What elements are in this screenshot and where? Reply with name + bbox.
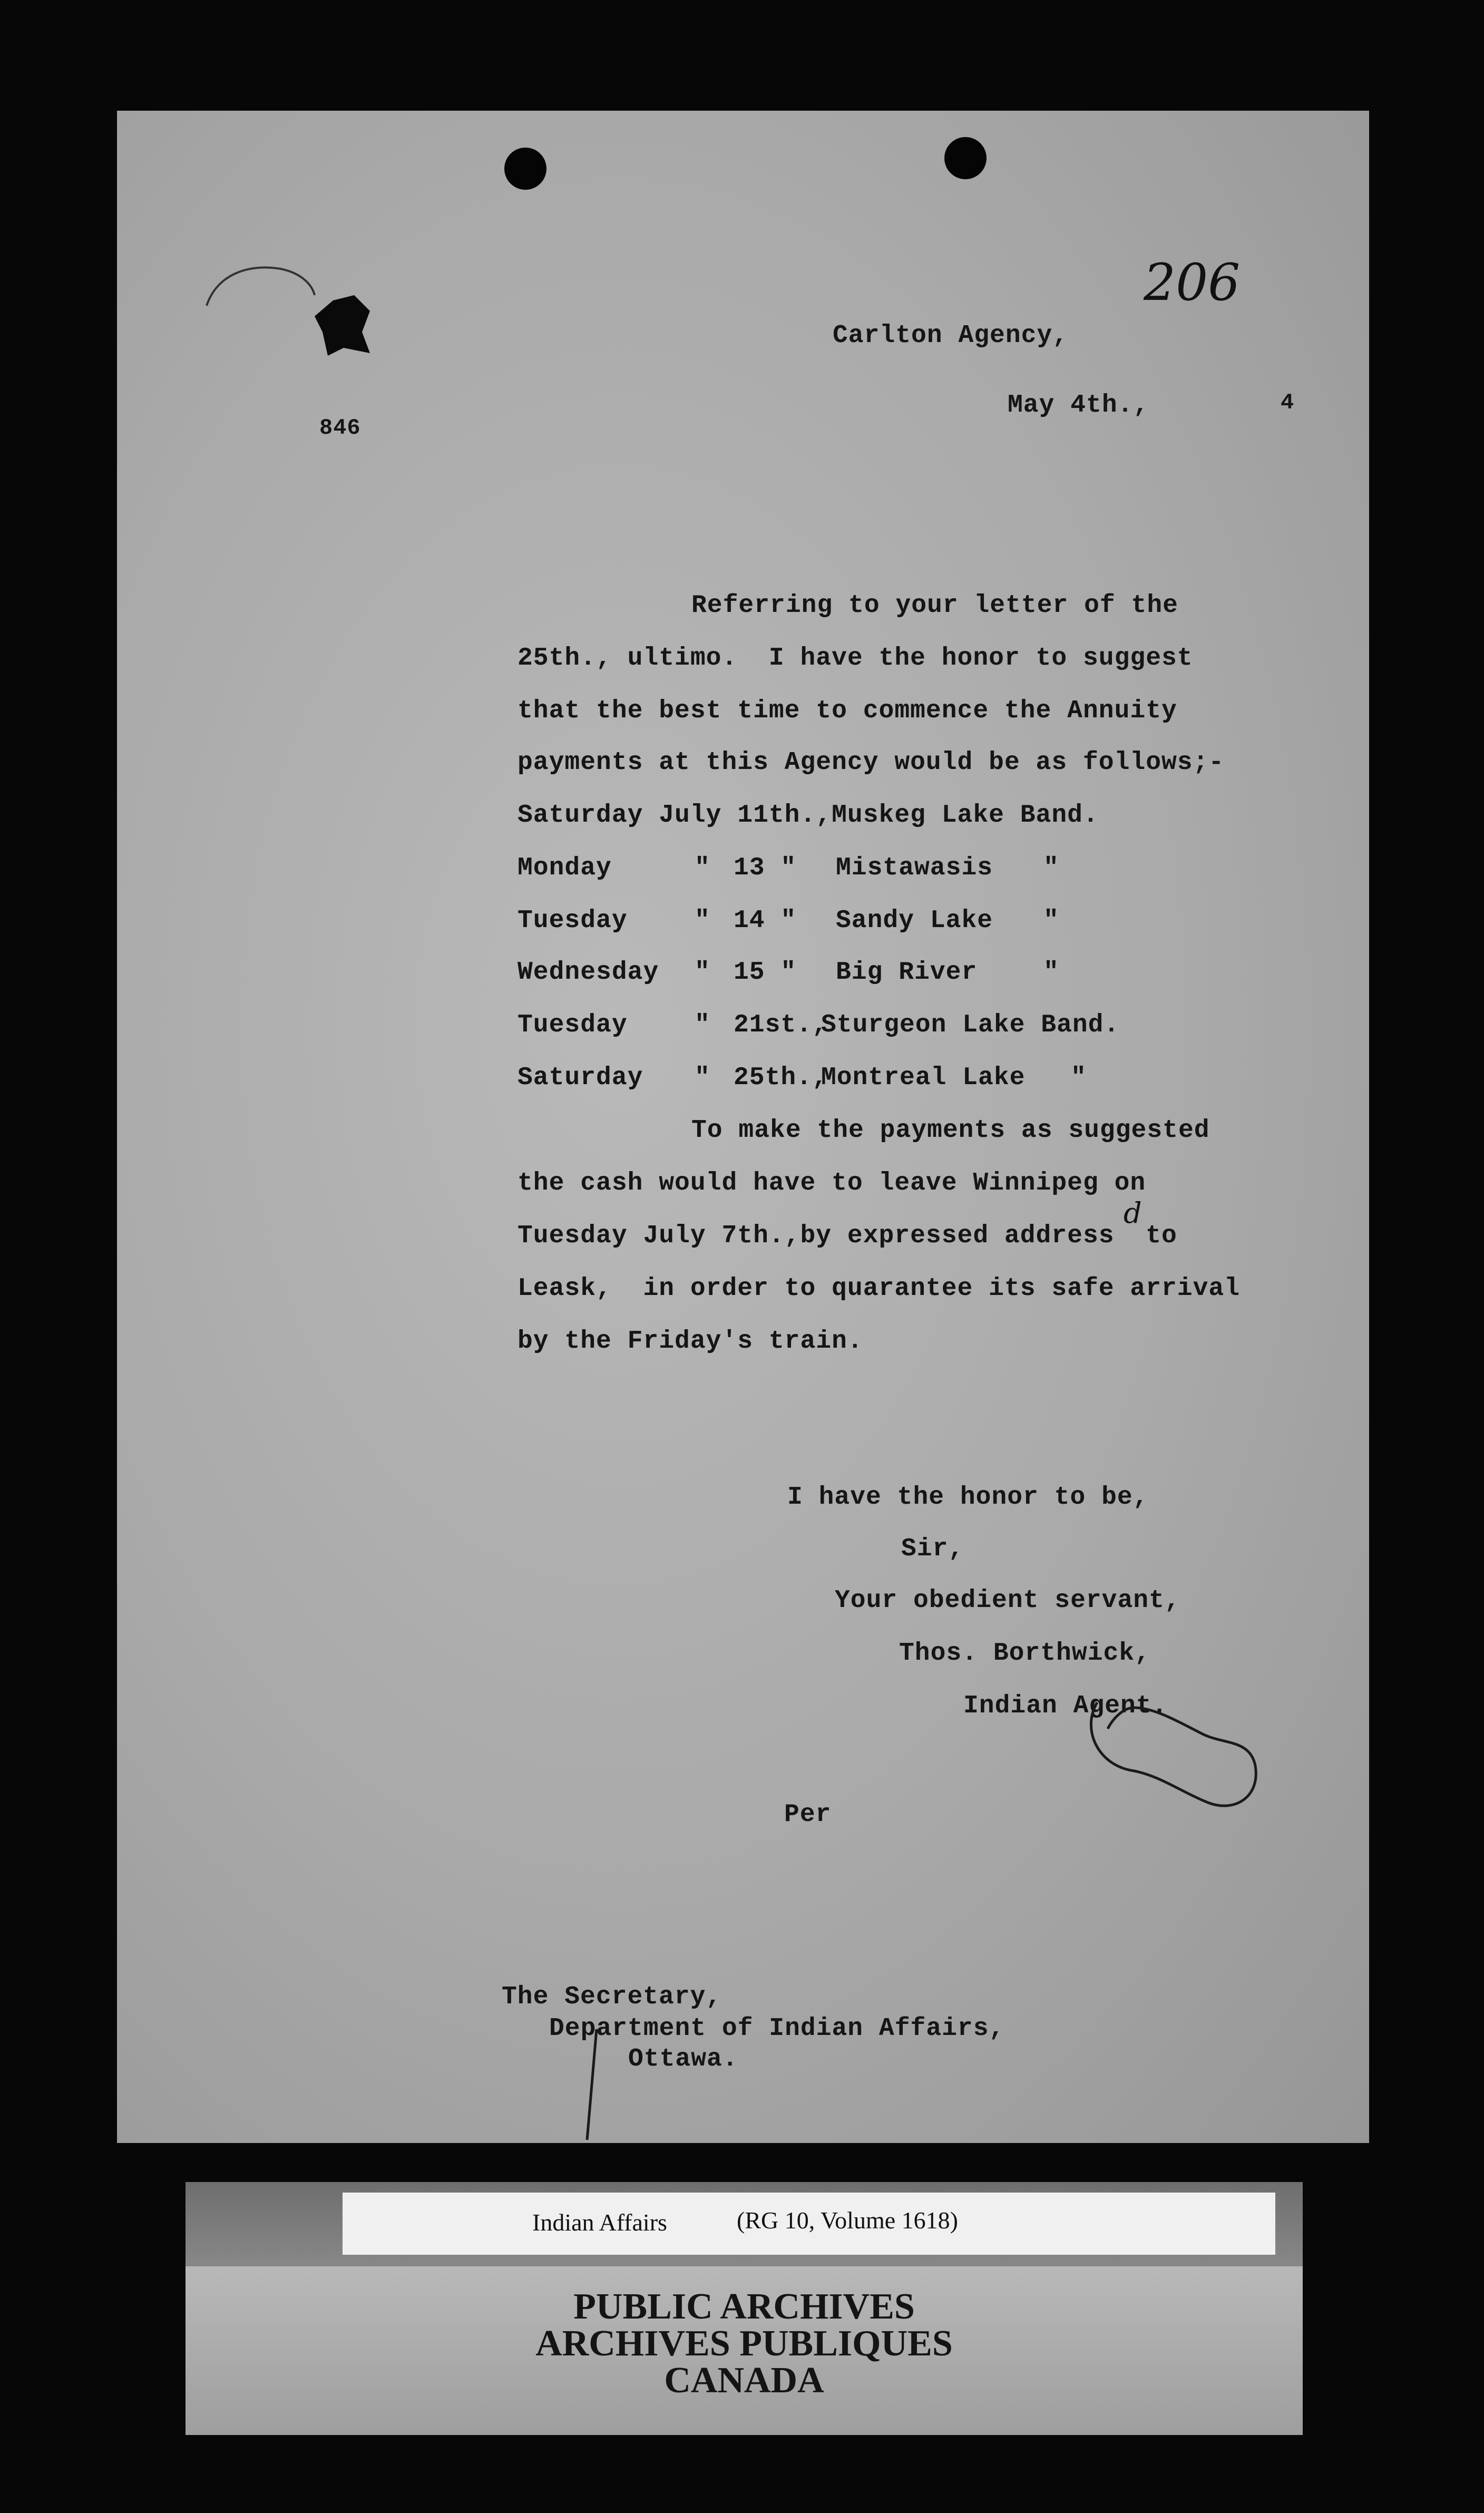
addressee-line: Department of Indian Affairs,	[549, 2014, 1005, 2043]
schedule-day: Saturday	[518, 1064, 643, 1092]
body-line: Saturday July 11th.,Muskeg Lake Band.	[518, 801, 1099, 830]
schedule-day: Tuesday	[518, 1011, 628, 1039]
body-line: To make the payments as suggested	[691, 1116, 1210, 1145]
punch-hole-left	[504, 148, 546, 190]
schedule-date: 13 "	[734, 854, 797, 882]
schedule-band: Big River	[836, 958, 978, 987]
schedule-day: Monday	[518, 854, 612, 882]
agency-heading: Carlton Agency,	[833, 322, 1069, 350]
per-line: Per	[784, 1800, 832, 1829]
schedule-band: Sandy Lake	[836, 907, 993, 935]
schedule-ditto: "	[1043, 958, 1059, 987]
schedule-ditto: "	[695, 907, 710, 935]
archive-name-fr: ARCHIVES PUBLIQUES	[535, 2323, 953, 2364]
body-line: payments at this Agency would be as follows;-	[518, 748, 1225, 777]
archive-fonds: Indian Affairs	[532, 2209, 667, 2236]
closing-line: I have the honor to be,	[787, 1483, 1149, 1512]
archive-reference: (RG 10, Volume 1618)	[737, 2207, 958, 2234]
schedule-ditto: "	[695, 1064, 710, 1092]
folio-number: 206	[1144, 253, 1241, 312]
pencil-stroke	[575, 2029, 607, 2143]
body-line: the cash would have to leave Winnipeg on	[518, 1169, 1146, 1197]
archive-name-en: PUBLIC ARCHIVES	[573, 2286, 915, 2327]
pencil-mark	[196, 242, 323, 316]
schedule-ditto: "	[695, 1011, 710, 1039]
schedule-ditto: "	[1043, 907, 1059, 935]
schedule-band: Mistawasis	[836, 854, 993, 882]
body-line: Referring to your letter of the	[691, 591, 1178, 620]
body-line: Tuesday July 7th.,by expressed address to	[518, 1222, 1177, 1250]
archive-country: CANADA	[664, 2360, 824, 2401]
body-line: that the best time to commence the Annuity	[518, 697, 1177, 725]
file-number: 846	[319, 415, 361, 441]
schedule-day: Wednesday	[518, 958, 659, 987]
archive-label	[343, 2193, 1275, 2255]
body-line: by the Friday's train.	[518, 1327, 863, 1356]
letter-page	[117, 111, 1369, 2143]
punch-hole-right	[944, 137, 987, 179]
schedule-ditto: "	[1043, 854, 1059, 882]
schedule-day: Tuesday	[518, 907, 628, 935]
schedule-date: 21st.,	[734, 1011, 828, 1039]
handwritten-insert: d	[1124, 1196, 1142, 1230]
addressee-line: The Secretary,	[502, 1983, 722, 2011]
body-line: 25th., ultimo. I have the honor to suggest	[518, 644, 1193, 673]
schedule-ditto: "	[695, 854, 710, 882]
schedule-date: 25th.,	[734, 1064, 828, 1092]
signatory-name: Thos. Borthwick,	[899, 1639, 1150, 1668]
corner-number: 4	[1281, 390, 1295, 415]
signature-scribble	[1076, 1687, 1276, 1824]
closing-line: Your obedient servant,	[835, 1586, 1180, 1615]
schedule-band: Sturgeon Lake Band.	[821, 1011, 1120, 1039]
schedule-band: Montreal Lake	[821, 1064, 1026, 1092]
closing-line: Sir,	[901, 1535, 964, 1563]
schedule-date: 15 "	[734, 958, 797, 987]
addressee-line: Ottawa.	[628, 2045, 738, 2073]
signatory-title: Indian Agent.	[963, 1692, 1168, 1720]
schedule-ditto: "	[1071, 1064, 1087, 1092]
schedule-ditto: "	[695, 958, 710, 987]
body-line: Leask, in order to quarantee its safe arrival	[518, 1274, 1241, 1303]
letter-date: May 4th.,	[1008, 391, 1149, 420]
schedule-date: 14 "	[734, 907, 797, 935]
